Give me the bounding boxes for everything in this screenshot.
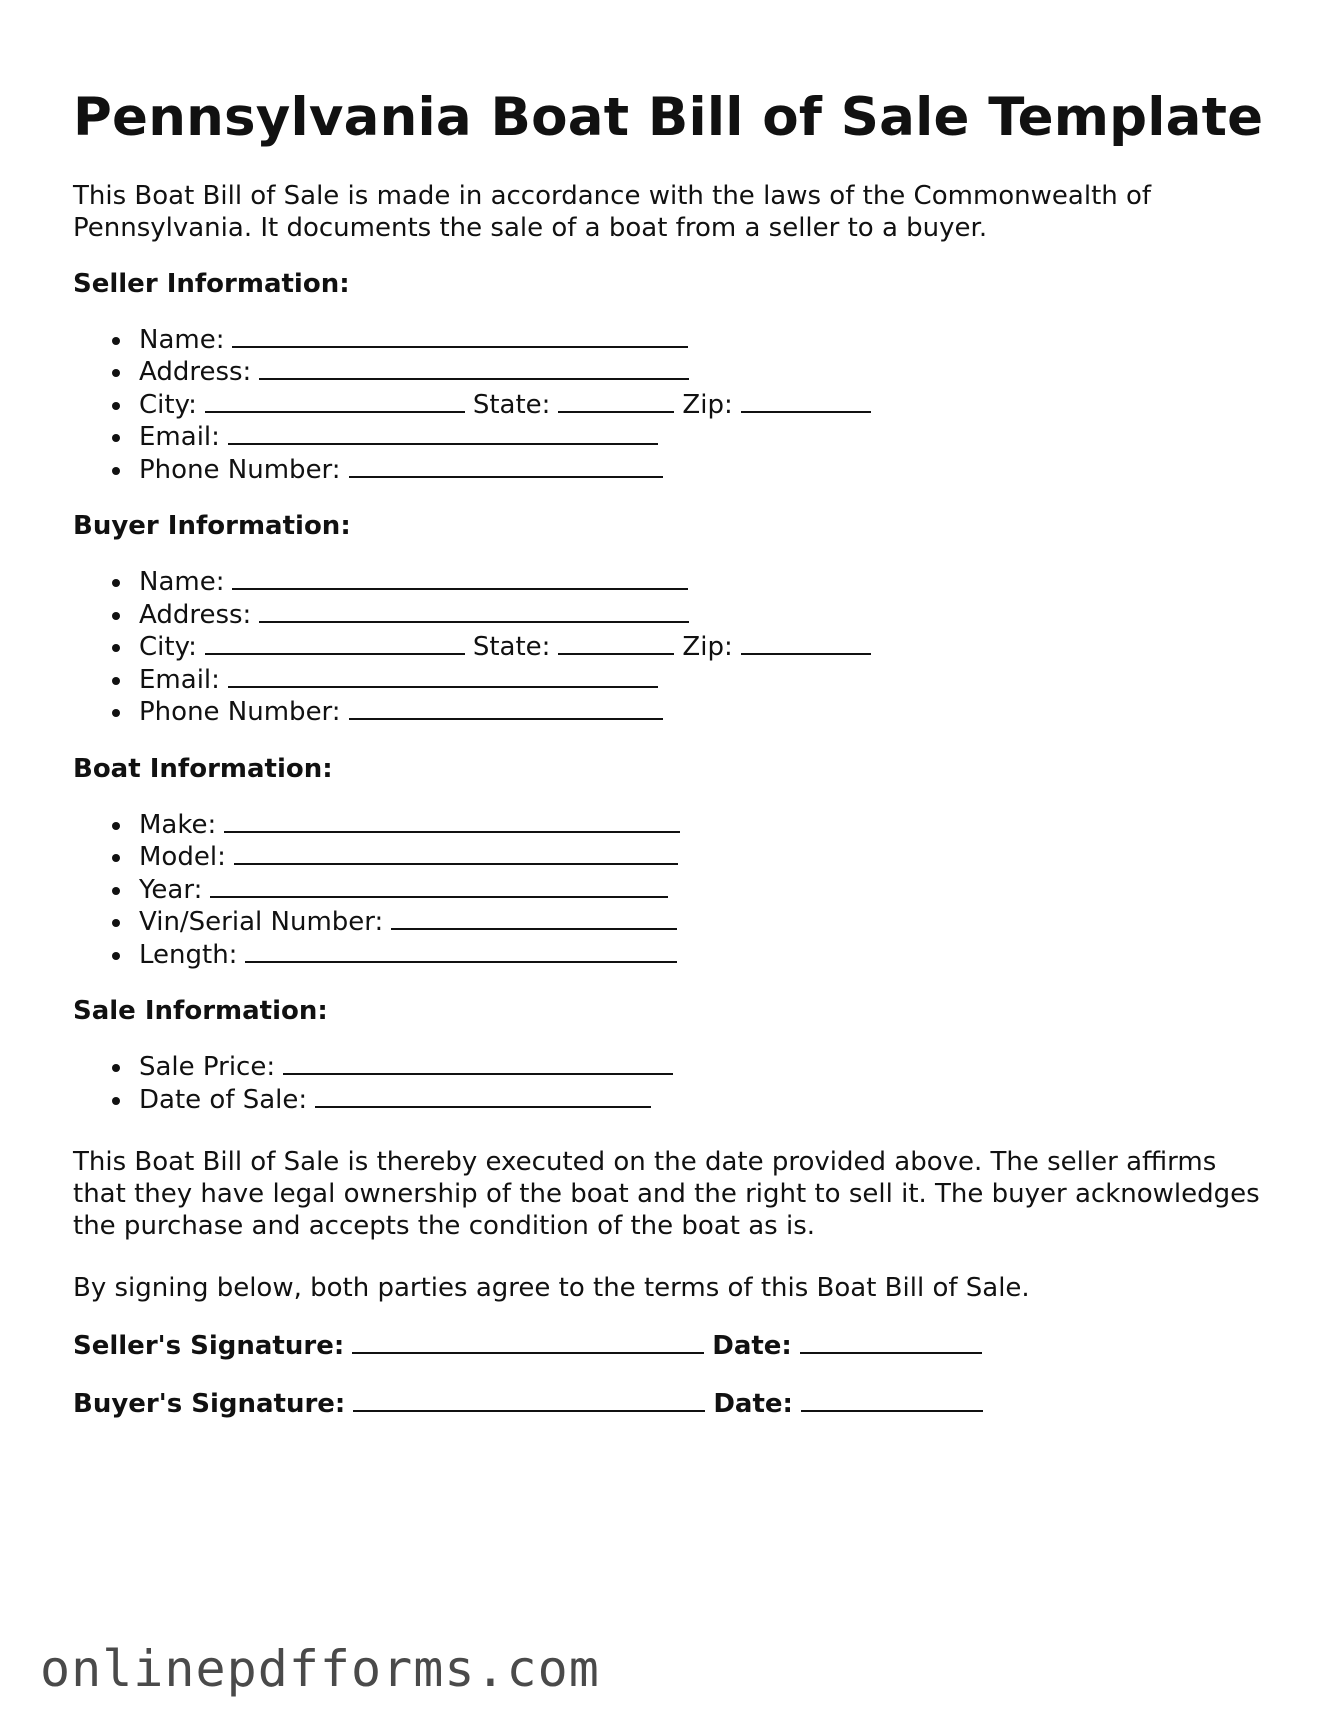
seller-signature-date-field[interactable] [800,1330,982,1354]
boat-model-label: Model: [139,842,226,873]
seller-phone-item [73,454,1273,487]
boat-make-label: Make: [139,809,217,840]
seller-address-field[interactable] [259,356,689,380]
seller-signature-date-label: Date: [712,1331,792,1362]
seller-city-item [73,389,1273,422]
boat-year-label: Year: [139,874,203,905]
seller-fields-list [73,324,1273,487]
seller-state-label: State: [472,389,551,420]
boat-vin-item [73,906,1273,939]
seller-email-field[interactable] [228,421,658,445]
sale-price-item [73,1051,1273,1084]
seller-name-item [73,324,1273,357]
boat-vin-label: Vin/Serial Number: [139,907,384,938]
buyer-phone-label: Phone Number: [139,697,341,728]
boat-model-field[interactable] [234,841,678,865]
boat-length-item [73,939,1273,972]
buyer-email-item [73,664,1273,697]
sale-date-item [73,1084,1273,1117]
buyer-city-label: City: [139,632,197,663]
boat-make-item [73,809,1273,842]
buyer-signature-field[interactable] [353,1388,705,1412]
seller-phone-field[interactable] [349,454,663,478]
document-page [73,86,1273,1420]
buyer-signature-date-label: Date: [713,1389,793,1420]
boat-year-field[interactable] [210,874,668,898]
sale-price-field[interactable] [283,1051,673,1075]
seller-city-label: City: [139,389,197,420]
seller-zip-field[interactable] [741,389,871,413]
buyer-address-field[interactable] [259,599,689,623]
seller-email-item [73,421,1273,454]
buyer-name-label: Name: [139,567,225,598]
sale-date-field[interactable] [315,1084,651,1108]
sale-date-label: Date of Sale: [139,1084,308,1115]
seller-section-heading: Seller Information: [73,268,350,299]
buyer-address-item [73,599,1273,632]
boat-fields-list [73,809,1273,972]
seller-signature-line [73,1330,1273,1362]
buyer-name-item [73,566,1273,599]
buyer-fields-list [73,566,1273,729]
buyer-section-heading: Buyer Information: [73,511,351,542]
seller-address-label: Address: [139,357,252,388]
document-title: Pennsylvania Boat Bill of Sale Template [73,87,1264,148]
buyer-name-field[interactable] [232,566,688,590]
boat-make-field[interactable] [224,809,680,833]
buyer-state-field[interactable] [558,631,674,655]
buyer-email-field[interactable] [228,664,658,688]
boat-section-heading: Boat Information: [73,753,333,784]
boat-length-field[interactable] [245,939,677,963]
buyer-city-field[interactable] [205,631,465,655]
sale-section-heading: Sale Information: [73,996,328,1027]
seller-name-field[interactable] [232,324,688,348]
seller-signature-label: Seller's Signature: [73,1331,345,1362]
execution-paragraph: This Boat Bill of Sale is thereby executed on the date provided above. The seller affirms that they have legal ownership of the boat and the right to sell it. The buyer acknowledges the purchase and accepts the condition of the boat as is. [73,1147,1260,1242]
seller-address-item [73,356,1273,389]
seller-email-label: Email: [139,422,220,453]
buyer-address-label: Address: [139,599,252,630]
buyer-phone-item [73,696,1273,729]
buyer-zip-field[interactable] [741,631,871,655]
seller-name-label: Name: [139,324,225,355]
boat-length-label: Length: [139,939,238,970]
buyer-zip-label: Zip: [682,632,733,663]
sale-price-label: Sale Price: [139,1052,276,1083]
buyer-city-item [73,631,1273,664]
intro-paragraph: This Boat Bill of Sale is made in accordance with the laws of the Commonwealth of Pennsylvania. It documents the sale of a boat from a seller to a buyer. [73,180,1152,243]
agreement-paragraph: By signing below, both parties agree to the terms of this Boat Bill of Sale. [73,1273,1030,1304]
boat-year-item [73,874,1273,907]
buyer-phone-field[interactable] [349,696,663,720]
sale-fields-list [73,1051,1273,1116]
seller-state-field[interactable] [558,389,674,413]
buyer-email-label: Email: [139,664,220,695]
buyer-signature-line [73,1388,1273,1420]
seller-phone-label: Phone Number: [139,454,341,485]
buyer-signature-date-field[interactable] [801,1388,983,1412]
seller-signature-field[interactable] [352,1330,704,1354]
site-watermark: onlinepdfforms.com [40,1640,600,1698]
seller-zip-label: Zip: [682,389,733,420]
seller-city-field[interactable] [205,389,465,413]
buyer-state-label: State: [472,632,551,663]
boat-model-item [73,841,1273,874]
boat-vin-field[interactable] [391,906,677,930]
buyer-signature-label: Buyer's Signature: [73,1389,346,1420]
